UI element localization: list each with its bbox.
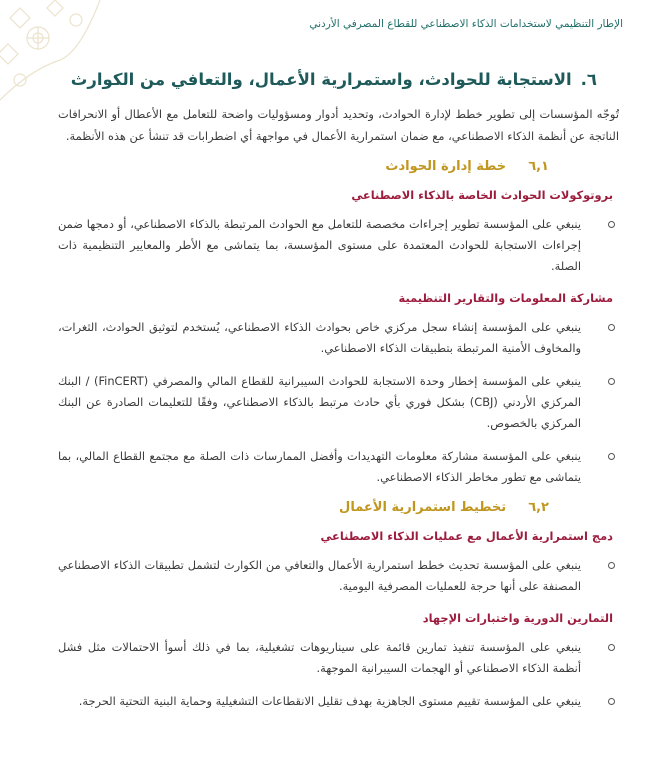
subsection-number: ٦,٢: [528, 500, 549, 515]
circle-bullet-icon: [608, 324, 615, 331]
circle-bullet-icon: [608, 562, 615, 569]
bullet-list: [58, 637, 619, 712]
topic-title-ai-incident-protocols: بروتوكولات الحوادث الخاصة بالذكاء الاصطناعي: [351, 188, 613, 202]
list-item: ينبغي على المؤسسة إخطار وحدة الاستجابة للحوادث السيبرانية للقطاع المالي والمصرفي (FinCERT) / البنك المركزي الأردني (CBJ) بشكل فوري بأي حادث مرتبط بالذكاء الاصطناعي، وفقًا للتعليمات الصادرة عن البنك المركزي بالخصوص.: [58, 371, 619, 434]
list-item: ينبغي على المؤسسة تطوير إجراءات مخصصة للتعامل مع الحوادث المرتبطة بالذكاء الاصطناعي، أو دمجها ضمن إجراءات الاستجابة للحوادث المعتمدة على مستوى المؤسسة، بما يتماشى مع الأطر والمعايير التنظيمية ذات الصلة.: [58, 214, 619, 277]
subsection-title: تخطيط استمرارية الأعمال: [339, 500, 507, 515]
circle-bullet-icon: [608, 378, 615, 385]
topic-title-stress-tests: التمارين الدورية واختبارات الإجهاد: [422, 611, 613, 625]
section-intro: تُوجّه المؤسسات إلى تطوير خطط لإدارة الحوادث، وتحديد أدوار ومسؤوليات واضحة للتعامل مع الأعطال أو الانحرافات الناتجة عن أنظمة الذكاء الاصطناعي، مع ضمان استمرارية الأعمال في مواجهة أي اضطرابات قد تنشأ عن هذه الأنظمة.: [58, 107, 619, 143]
bullet-list: [58, 555, 619, 597]
circle-bullet-icon: [608, 221, 615, 228]
list-item: ينبغي على المؤسسة تقييم مستوى الجاهزية بهدف تقليل الانقطاعات التشغيلية وحماية البنية التحتية الحرجة.: [58, 691, 619, 712]
list-item: ينبغي على المؤسسة إنشاء سجل مركزي خاص بحوادث الذكاء الاصطناعي، يُستخدم لتوثيق الحوادث، الثغرات، والمخاوف الأمنية المرتبطة بتطبيقات الذكاء الاصطناعي.: [58, 317, 619, 359]
bullet-list: [58, 317, 619, 488]
bullet-list: [58, 214, 619, 277]
subsection-title: خطة إدارة الحوادث: [385, 159, 507, 174]
circle-bullet-icon: [608, 644, 615, 651]
section-number: ٦.: [580, 70, 597, 89]
section-title: الاستجابة للحوادث، واستمرارية الأعمال، والتعافي من الكوارث: [70, 70, 572, 89]
list-item: ينبغي على المؤسسة تحديث خطط استمرارية الأعمال والتعافي من الكوارث لتشمل تطبيقات الذكاء الاصطناعي المصنفة على أنها حرجة للعمليات المصرفية اليومية.: [58, 555, 619, 597]
topic-title-information-sharing: مشاركة المعلومات والتقارير التنظيمية: [398, 291, 613, 305]
list-item: ينبغي على المؤسسة مشاركة معلومات التهديدات وأفضل الممارسات ذات الصلة مع مجتمع القطاع المالي، بما يتماشى مع تطور مخاطر الذكاء الاصطناعي.: [58, 446, 619, 488]
list-item: ينبغي على المؤسسة تنفيذ تمارين قائمة على سيناريوهات تشغيلية، بما في ذلك أسوأ الاحتمالات مثل فشل أنظمة الذكاء الاصطناعي أو الهجمات السيبرانية الموجهة.: [58, 637, 619, 679]
circle-bullet-icon: [608, 453, 615, 460]
topic-title-continuity-integration: دمج استمرارية الأعمال مع عمليات الذكاء الاصطناعي: [320, 529, 613, 543]
circle-bullet-icon: [608, 698, 615, 705]
document-header-title: الإطار التنظيمي لاستخدامات الذكاء الاصطناعي للقطاع المصرفي الأردني: [309, 18, 623, 30]
subsection-heading-incident-plan: [58, 159, 619, 174]
section-heading: [58, 70, 619, 89]
subsection-number: ٦,١: [528, 159, 549, 174]
subsection-heading-business-continuity: [58, 500, 619, 515]
